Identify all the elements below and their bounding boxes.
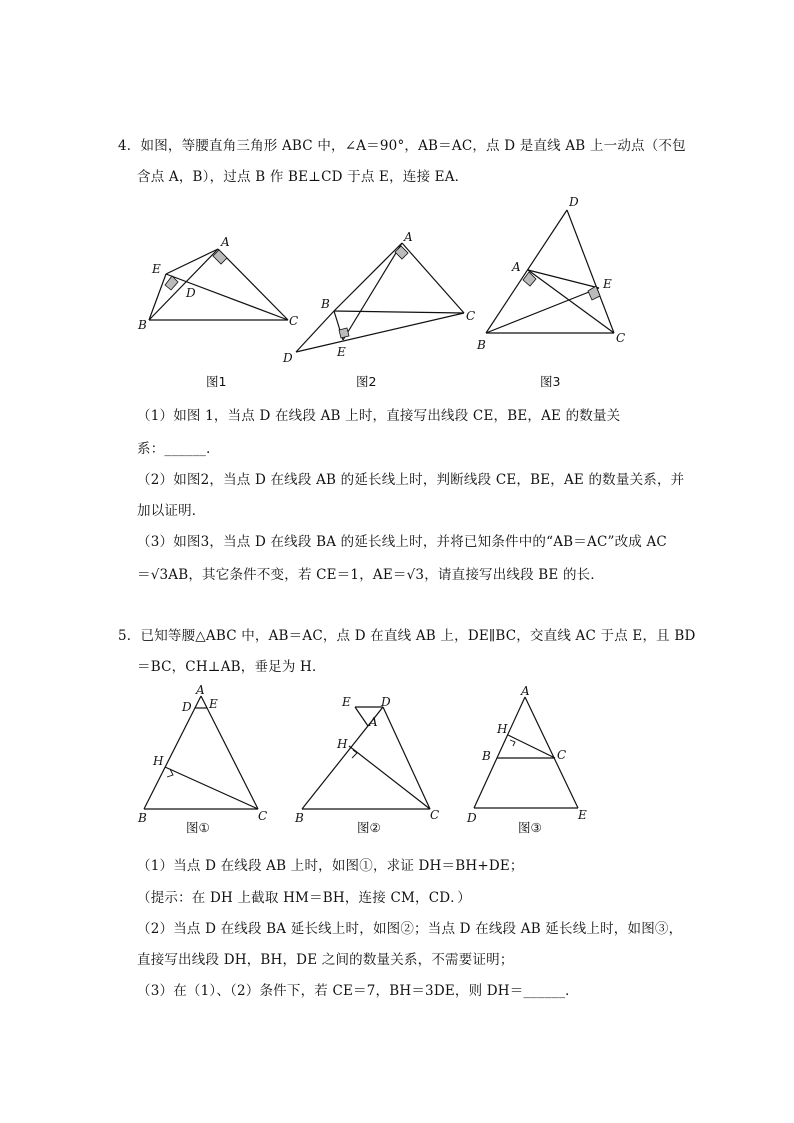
p4-q3-line2: ＝√3AB，其它条件不变，若 CE＝1，AE＝√3，请直接写出线段 BE 的长．	[137, 567, 605, 583]
p5f3-label-D: D	[467, 811, 477, 825]
p4-q1-line1: （1）如图 1，当点 D 在线段 AB 上时，直接写出线段 CE，BE，AE 的数量关	[137, 408, 621, 424]
p5f1-label-A: A	[196, 683, 205, 697]
p4-fig3-caption: 图3	[540, 374, 561, 389]
p4f2-label-B: B	[321, 297, 330, 311]
p5-q3: （3）在（1）、（2）条件下，若 CE＝7，BH＝3DE，则 DH＝______．	[137, 983, 579, 999]
p5f1-label-C: C	[258, 809, 268, 823]
p4f1-label-E: E	[152, 262, 161, 276]
p4-q2-line1: （2）如图2，当点 D 在线段 AB 的延长线上时，判断线段 CE，BE，AE 的数量关系，并	[137, 472, 685, 488]
p4f2-label-D: D	[283, 351, 293, 365]
p4f3-label-B: B	[477, 338, 486, 352]
p4f1-label-A: A	[221, 235, 230, 249]
p5f1-label-E: E	[209, 697, 218, 711]
p4-fig1-caption: 图1	[206, 374, 227, 389]
p4f3-label-D: D	[569, 195, 579, 209]
p4f3-label-E: E	[603, 277, 612, 291]
p4f3-label-A: A	[512, 260, 521, 274]
p5f3-label-H: H	[497, 722, 508, 736]
p5f3-label-A: A	[521, 684, 530, 698]
problem5-line1: 5．已知等腰△ABC 中，AB＝AC，点 D 在直线 AB 上，DE∥BC，交直线 AC 于点 E，且 BD	[118, 628, 696, 644]
p4f2-label-A: A	[404, 230, 413, 244]
p5f1-label-H: H	[153, 754, 164, 768]
p5f3-label-E: E	[578, 808, 587, 822]
p4-fig2-caption: 图2	[356, 374, 377, 389]
problem5-line2: ＝BC，CH⊥AB，垂足为 H．	[137, 659, 326, 675]
p5-q2-line2: 直接写出线段 DH，BH，DE 之间的数量关系，不需要证明；	[137, 952, 514, 968]
p5-q2-line1: （2）当点 D 在线段 BA 延长线上时，如图②；当点 D 在线段 AB 延长线上时，如图③，	[137, 921, 683, 937]
p5f2-label-A: A	[369, 715, 378, 729]
p5-fig1-caption: 图①	[186, 820, 210, 835]
p4-q2-line2: 加以证明．	[137, 503, 206, 519]
p5f2-label-C: C	[430, 808, 440, 822]
p5f1-label-D: D	[182, 700, 192, 714]
p4f1-label-C: C	[289, 314, 299, 328]
p5-q1: （1）当点 D 在线段 AB 上时，如图①，求证 DH＝BH+DE；	[137, 858, 524, 874]
p4f1-label-D: D	[186, 286, 196, 300]
p5f3-label-C: C	[557, 748, 567, 762]
p5f2-label-E: E	[342, 695, 351, 709]
p4-q3-line1: （3）如图3，当点 D 在线段 BA 的延长线上时，并将已知条件中的“AB＝AC”改成 AC	[137, 534, 667, 550]
problem4-line2: 含点 A，B），过点 B 作 BE⊥CD 于点 E，连接 EA．	[137, 169, 469, 185]
p5f2-label-D: D	[381, 695, 391, 709]
p4f2-label-E: E	[337, 345, 346, 359]
p5-hint: （提示：在 DH 上截取 HM＝BH，连接 CM，CD．）	[137, 890, 471, 906]
p5f3-label-B: B	[482, 749, 491, 763]
p5f2-label-B: B	[295, 811, 304, 825]
p4f3-label-C: C	[616, 331, 626, 345]
problem4-line1: 4．如图，等腰直角三角形 ABC 中，∠A＝90°，AB＝AC，点 D 是直线 AB 上一动点（不包	[118, 138, 686, 154]
p5-fig3-caption: 图③	[518, 820, 542, 835]
p4-q1-line2: 系：______．	[137, 441, 220, 457]
p5-fig2-caption: 图②	[357, 820, 381, 835]
p5f1-label-B: B	[138, 811, 147, 825]
p5f2-label-H: H	[337, 737, 348, 751]
p4f1-label-B: B	[138, 318, 147, 332]
p4f2-label-C: C	[466, 309, 476, 323]
